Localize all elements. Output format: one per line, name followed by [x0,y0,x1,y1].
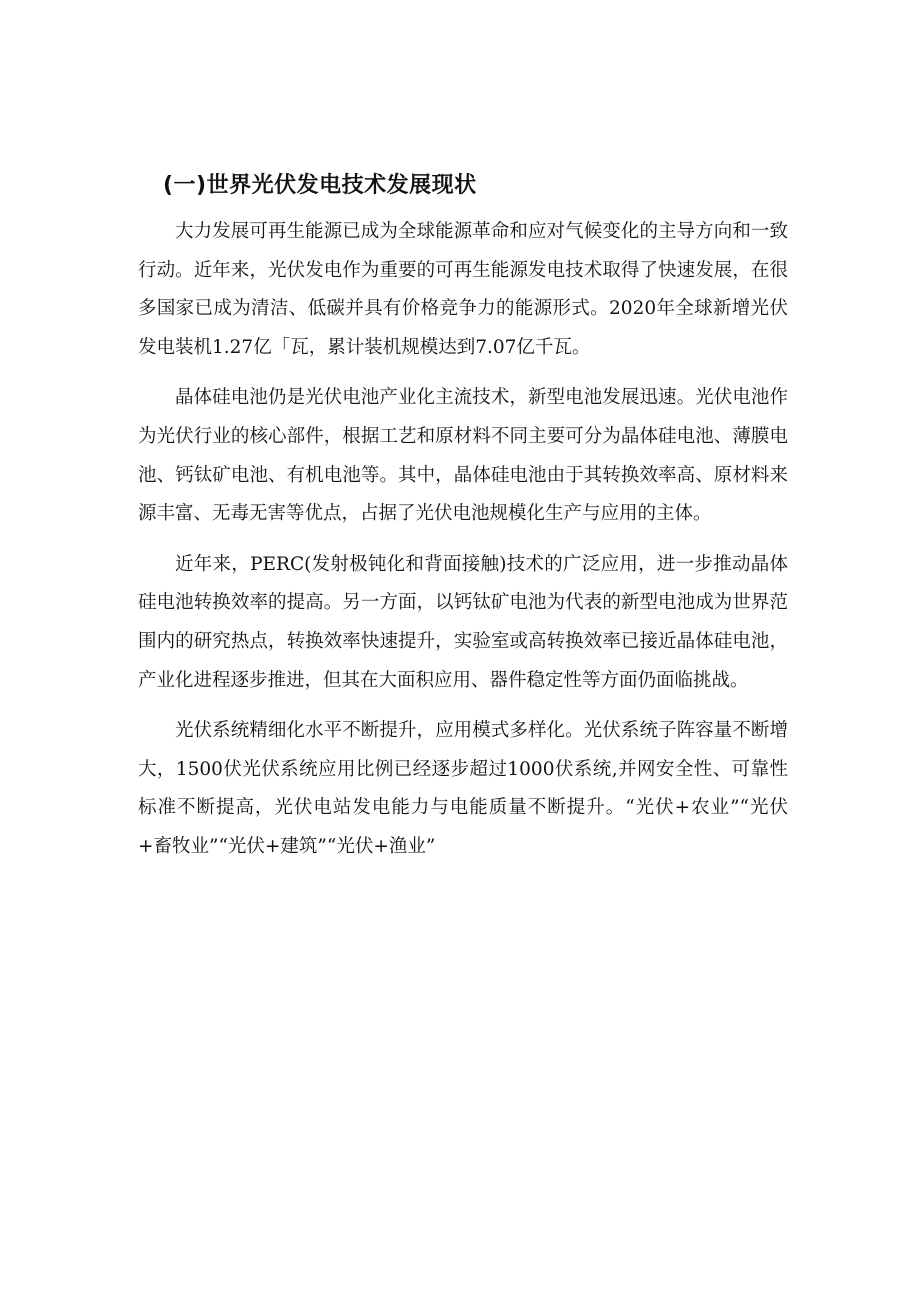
paragraph-pv-system: 光伏系统精细化水平不断提升，应用模式多样化。光伏系统子阵容量不断增大，1500伏光伏系统应用比例已经逐步超过1000伏系统,并网安全性、可靠性标准不断提高，光伏电站发电能力与电能质量不断提升。“光伏+农业”“光伏+畜牧业”“光伏+建筑”“光伏+渔业” [138,720,788,857]
paragraph-perc-perovskite: 近年来，PERC(发射极钝化和背面接触)技术的广泛应用，进一步推动晶体硅电池转换效率的提高。另一方面，以钙钛矿电池为代表的新型电池成为世界范围内的研究热点，转换效率快速提升，实验室或高转换效率已接近晶体硅电池，产业化进程逐步推进，但其在大面积应用、器件稳定性等方面仍面临挑战。 [138,553,788,691]
paragraph-crystalline-silicon: 晶体硅电池仍是光伏电池产业化主流技术，新型电池发展迅速。光伏电池作为光伏行业的核心部件，根据工艺和原材料不同主要可分为晶体硅电池、薄膜电池、钙钛矿电池、有机电池等。其中，晶体硅电池由于其转换效率高、原材料来源丰富、无毒无害等优点，占据了光伏电池规模化生产与应用的主体。 [138,387,788,525]
body-text [138,213,788,867]
section-heading: (一)世界光伏发电技术发展现状 [163,173,477,198]
paragraph-renewable-energy: 大力发展可再生能源已成为全球能源革命和应对气候变化的主导方向和一致行动。近年来，光伏发电作为重要的可再生能源发电技术取得了快速发展，在很多国家已成为清洁、低碳并具有价格竞争力的能源形式。2020年全球新增光伏发电装机1.27亿「瓦，累计装机规模达到7.07亿千瓦。 [138,221,788,358]
